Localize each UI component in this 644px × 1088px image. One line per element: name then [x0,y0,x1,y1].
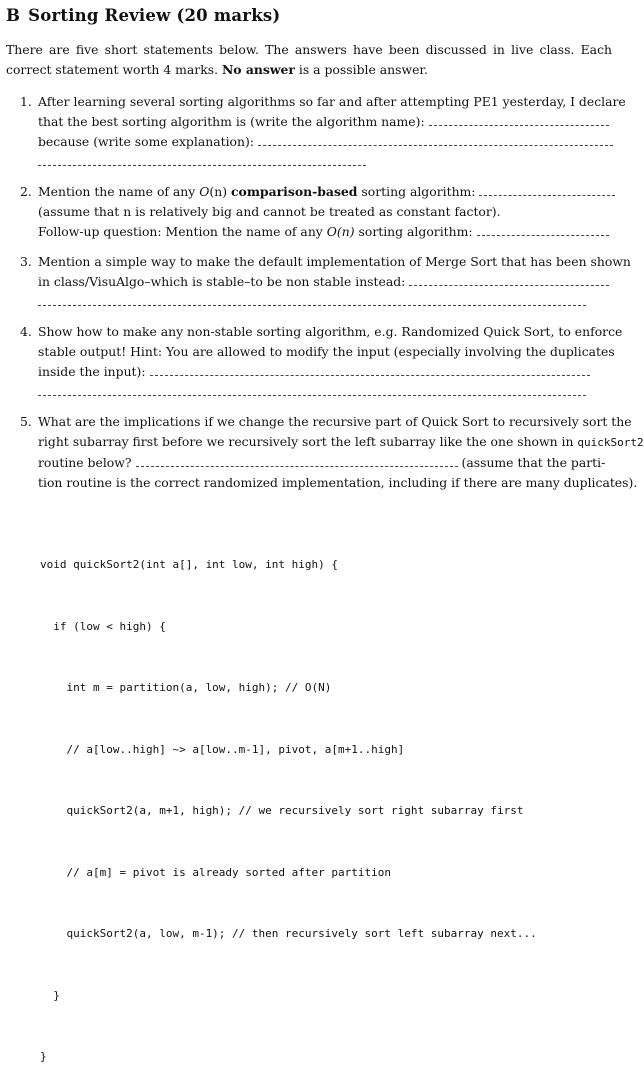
q1-line2: that the best sorting algorithm is (write the algorithm name): [38,112,608,132]
question-4 [20,322,623,396]
q5-line2: right subarray first before we recursively sort the left subarray like the one shown in quickSort2 [38,434,644,449]
answer-blank[interactable] [150,364,590,376]
answer-blank[interactable] [409,274,609,286]
q3-line1: Mention a simple way to make the default implementation of Merge Sort that has been shown [38,254,631,269]
answer-blank[interactable] [258,134,613,146]
question-number: 4. [20,324,32,339]
q4-line1: Show how to make any non-stable sorting algorithm, e.g. Randomized Quick Sort, to enforce [38,324,623,339]
q1-line1: After learning several sorting algorithms so far and after attempting PE1 yesterday, I declare [38,94,626,109]
code-line: } [40,1050,47,1063]
code-line: void quickSort2(int a[], int low, int high) { [40,558,339,571]
question-number: 3. [20,254,32,269]
section-letter: B [6,6,21,25]
question-1 [20,92,626,166]
section-title: Sorting Review (20 marks) [28,6,281,25]
answer-blank[interactable] [429,114,609,126]
answer-blank[interactable] [136,455,458,467]
code-line: // a[m] = pivot is already sorted after partition [40,865,391,879]
code-block [40,514,537,1088]
question-3 [20,252,631,306]
answer-blank[interactable] [479,184,615,196]
section-heading [6,6,288,26]
intro-tail: is a possible answer. [294,62,428,77]
code-line: quickSort2(a, low, m-1); // then recursively sort left subarray next... [40,927,537,940]
answer-blank[interactable] [38,154,366,166]
question-number: 5. [20,414,32,429]
q2-line3: Follow-up question: Mention the name of any O(n) sorting algorithm: [38,222,608,242]
intro-text: There are five short statements below. The answers have been discussed in live class. Each correct statement worth 4 marks. [6,42,612,77]
code-line: int m = partition(a, low, high); // O(N) [40,681,332,694]
q5-line4: tion routine is the correct randomized implementation, including if there are many duplicates). [38,475,638,490]
q3-line2: in class/VisuAlgo–which is stable–to be non stable instead: [38,272,608,292]
answer-blank[interactable] [38,294,586,306]
question-number: 1. [20,94,32,109]
q5-line1: What are the implications if we change the recursive part of Quick Sort to recursively sort the [38,414,632,429]
q1-line3: because (write some explanation): [38,132,608,152]
q4-line3: inside the input): [38,362,608,382]
question-2 [20,182,608,242]
q2-line2: (assume that n is relatively big and cannot be treated as constant factor). [38,204,501,219]
code-line: if (low < high) { [40,619,166,633]
code-line: } [40,988,60,1002]
code-line: quickSort2(a, m+1, high); // we recursively sort right subarray first [40,804,524,817]
q5-line3: routine below? (assume that the parti- [38,455,606,470]
answer-blank[interactable] [477,224,609,236]
intro-bold: No answer [221,62,295,77]
q2-line1: Mention the name of any O(n) comparison-based sorting algorithm: [38,182,608,202]
code-line: // a[low..high] ~> a[low..m-1], pivot, a[m+1..high] [40,742,405,756]
question-number: 2. [20,184,32,199]
q4-line2: stable output! Hint: You are allowed to modify the input (especially involving the duplicates [38,344,615,359]
intro-paragraph [6,40,612,80]
answer-blank[interactable] [38,384,586,396]
question-5 [20,412,644,493]
